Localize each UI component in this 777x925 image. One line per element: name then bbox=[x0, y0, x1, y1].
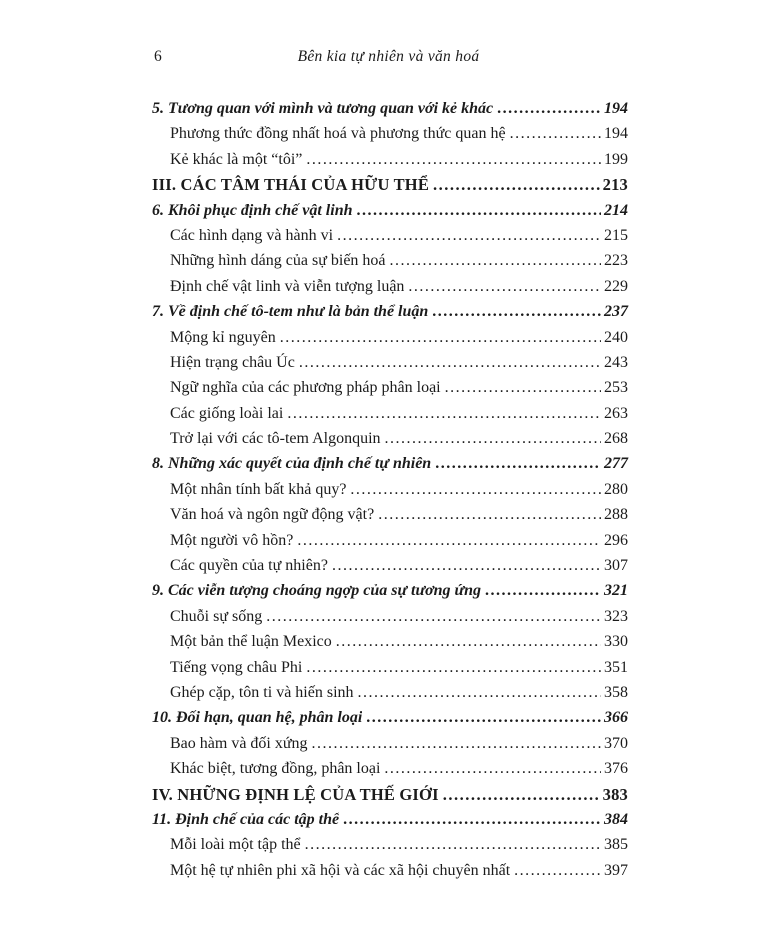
dot-leader bbox=[350, 477, 601, 502]
dot-leader bbox=[306, 655, 601, 680]
toc-entry-page: 397 bbox=[604, 861, 628, 879]
toc-entry-page: 215 bbox=[604, 226, 628, 244]
toc-entry-part bbox=[152, 782, 628, 807]
dot-leader bbox=[287, 401, 601, 426]
toc-entry-section bbox=[152, 147, 628, 172]
dot-leader bbox=[408, 274, 601, 299]
toc-entry-chapter bbox=[152, 96, 628, 121]
dot-leader bbox=[435, 451, 601, 476]
dot-leader bbox=[433, 172, 600, 197]
toc-entry-page: 243 bbox=[604, 353, 628, 371]
toc-entry-section bbox=[152, 528, 628, 553]
toc-entry-section bbox=[152, 121, 628, 146]
toc-entry-section bbox=[152, 401, 628, 426]
toc-entry-section bbox=[152, 731, 628, 756]
toc-entry-label: Mộng kỉ nguyên bbox=[170, 328, 276, 346]
toc-entry-label: Định chế vật linh và viễn tượng luận bbox=[170, 277, 405, 295]
toc-entry-section bbox=[152, 477, 628, 502]
dot-leader bbox=[312, 731, 601, 756]
toc-entry-page: 253 bbox=[604, 379, 628, 397]
toc-entry-page: 194 bbox=[604, 100, 628, 117]
toc-entry-label: Một người vô hồn? bbox=[170, 531, 294, 549]
dot-leader bbox=[384, 756, 601, 781]
toc-entry-page: 280 bbox=[604, 480, 628, 498]
dot-leader bbox=[432, 299, 601, 324]
dot-leader bbox=[358, 680, 601, 705]
toc-entry-page: 366 bbox=[604, 709, 628, 727]
toc-entry-chapter bbox=[152, 807, 628, 832]
toc-entry-label: Mỗi loài một tập thể bbox=[170, 836, 301, 854]
toc-entry-label: Phương thức đồng nhất hoá và phương thức quan hệ bbox=[170, 125, 506, 143]
dot-leader bbox=[514, 858, 601, 883]
toc-entry-label: Chuỗi sự sống bbox=[170, 607, 263, 625]
toc-entry-section bbox=[152, 756, 628, 781]
toc-entry-page: 385 bbox=[604, 836, 628, 854]
dot-leader bbox=[445, 375, 601, 400]
toc-entry-label: Ghép cặp, tôn ti và hiến sinh bbox=[170, 683, 354, 701]
dot-leader bbox=[390, 248, 601, 273]
toc-entry-label: 5. Tương quan với mình và tương quan với kẻ khác bbox=[152, 100, 494, 117]
toc-entry-page: 229 bbox=[604, 277, 628, 295]
toc-entry-chapter bbox=[152, 299, 628, 324]
toc-entry-label: Một bản thể luận Mexico bbox=[170, 633, 332, 651]
toc-entry-page: 330 bbox=[604, 633, 628, 651]
toc-entry-label: Tiếng vọng châu Phi bbox=[170, 658, 303, 676]
toc-entry-label: 6. Khôi phục định chế vật linh bbox=[152, 201, 353, 219]
toc-entry-section bbox=[152, 248, 628, 273]
dot-leader bbox=[343, 807, 601, 832]
toc-entry-section bbox=[152, 274, 628, 299]
toc-entry-section bbox=[152, 325, 628, 350]
toc-entry-section bbox=[152, 680, 628, 705]
toc-entry-section bbox=[152, 426, 628, 451]
toc-entry-section bbox=[152, 858, 628, 883]
dot-leader bbox=[510, 121, 601, 146]
dot-leader bbox=[280, 325, 601, 350]
toc-entry-page: 370 bbox=[604, 734, 628, 752]
toc-entry-label: Các giống loài lai bbox=[170, 404, 284, 422]
dot-leader bbox=[299, 350, 601, 375]
toc-entry-page: 321 bbox=[604, 582, 628, 600]
toc-entry-label: Kẻ khác là một “tôi” bbox=[170, 150, 303, 168]
toc-entry-label: Các hình dạng và hành vi bbox=[170, 226, 334, 244]
toc-entry-part bbox=[152, 172, 628, 197]
toc-entry-label: 8. Những xác quyết của định chế tự nhiên bbox=[152, 455, 432, 473]
toc-entry-page: 240 bbox=[604, 328, 628, 346]
dot-leader bbox=[485, 578, 601, 603]
toc-entry-chapter bbox=[152, 578, 628, 603]
toc-entry-label: Trở lại với các tô-tem Algonquin bbox=[170, 430, 381, 448]
toc-entry-label: 9. Các viễn tượng choáng ngợp của sự tương ứng bbox=[152, 582, 482, 600]
dot-leader bbox=[305, 832, 601, 857]
dot-leader bbox=[266, 604, 601, 629]
toc-entry-section bbox=[152, 655, 628, 680]
toc-entry-page: 288 bbox=[604, 506, 628, 524]
toc-entry-label: Ngữ nghĩa của các phương pháp phân loại bbox=[170, 379, 441, 397]
dot-leader bbox=[443, 782, 600, 807]
toc-entry-page: 199 bbox=[604, 150, 628, 168]
dot-leader bbox=[306, 147, 601, 172]
toc-entry-label: 11. Định chế của các tập thể bbox=[152, 810, 340, 828]
dot-leader bbox=[336, 629, 601, 654]
toc-entry-page: 307 bbox=[604, 557, 628, 575]
toc-entry-page: 358 bbox=[604, 683, 628, 701]
toc-entry-page: 237 bbox=[604, 303, 628, 321]
toc-entry-page: 214 bbox=[604, 201, 628, 219]
dot-leader bbox=[337, 223, 601, 248]
toc-entry-page: 296 bbox=[604, 531, 628, 549]
toc-entry-page: 277 bbox=[604, 455, 628, 473]
dot-leader bbox=[497, 96, 601, 121]
dot-leader bbox=[378, 502, 601, 527]
toc-entry-label: 10. Đối hạn, quan hệ, phân loại bbox=[152, 709, 363, 727]
toc-entry-page: 213 bbox=[602, 175, 628, 195]
toc-entry-section bbox=[152, 832, 628, 857]
toc-entry-section bbox=[152, 350, 628, 375]
toc-entry-page: 383 bbox=[602, 784, 628, 804]
toc-entry-label: Một hệ tự nhiên phi xã hội và các xã hội chuyên nhất bbox=[170, 861, 511, 879]
toc-entry-label: Khác biệt, tương đồng, phân loại bbox=[170, 760, 381, 778]
toc-entry-section bbox=[152, 223, 628, 248]
toc-entry-section bbox=[152, 629, 628, 654]
toc-entry-page: 323 bbox=[604, 607, 628, 625]
toc-entry-section bbox=[152, 604, 628, 629]
dot-leader bbox=[385, 426, 601, 451]
page-number: 6 bbox=[154, 48, 162, 65]
toc-entry-page: 384 bbox=[604, 810, 628, 828]
toc-entry-chapter bbox=[152, 705, 628, 730]
toc-entry-page: 263 bbox=[604, 404, 628, 422]
toc-entry-label: Văn hoá và ngôn ngữ động vật? bbox=[170, 506, 375, 524]
toc-entry-page: 223 bbox=[604, 252, 628, 270]
dot-leader bbox=[366, 705, 601, 730]
toc-entry-label: Bao hàm và đối xứng bbox=[170, 734, 308, 752]
dot-leader bbox=[357, 198, 602, 223]
toc-entry-page: 376 bbox=[604, 760, 628, 778]
toc-entry-label: III. CÁC TÂM THÁI CỦA HỮU THỂ bbox=[152, 175, 430, 195]
toc-entry-page: 351 bbox=[604, 658, 628, 676]
toc-entry-label: Hiện trạng châu Úc bbox=[170, 353, 295, 371]
toc-entry-page: 194 bbox=[604, 125, 628, 143]
dot-leader bbox=[297, 528, 601, 553]
page-header bbox=[0, 0, 777, 68]
toc-entry-section bbox=[152, 375, 628, 400]
toc-entry-label: Một nhân tính bất khả quy? bbox=[170, 480, 347, 498]
toc-entry-chapter bbox=[152, 451, 628, 476]
toc-entry-page: 268 bbox=[604, 430, 628, 448]
toc-entry-label: Các quyền của tự nhiên? bbox=[170, 557, 328, 575]
running-title: Bên kia tự nhiên và văn hoá bbox=[297, 48, 480, 65]
toc-entry-section bbox=[152, 502, 628, 527]
table-of-contents bbox=[152, 96, 628, 883]
dot-leader bbox=[332, 553, 601, 578]
toc-entry-chapter bbox=[152, 198, 628, 223]
toc-entry-label: Những hình dáng của sự biến hoá bbox=[170, 252, 386, 270]
toc-entry-section bbox=[152, 553, 628, 578]
toc-entry-label: IV. NHỮNG ĐỊNH LỆ CỦA THẾ GIỚI bbox=[152, 784, 439, 804]
toc-entry-label: 7. Về định chế tô-tem như là bản thể luận bbox=[152, 303, 429, 321]
